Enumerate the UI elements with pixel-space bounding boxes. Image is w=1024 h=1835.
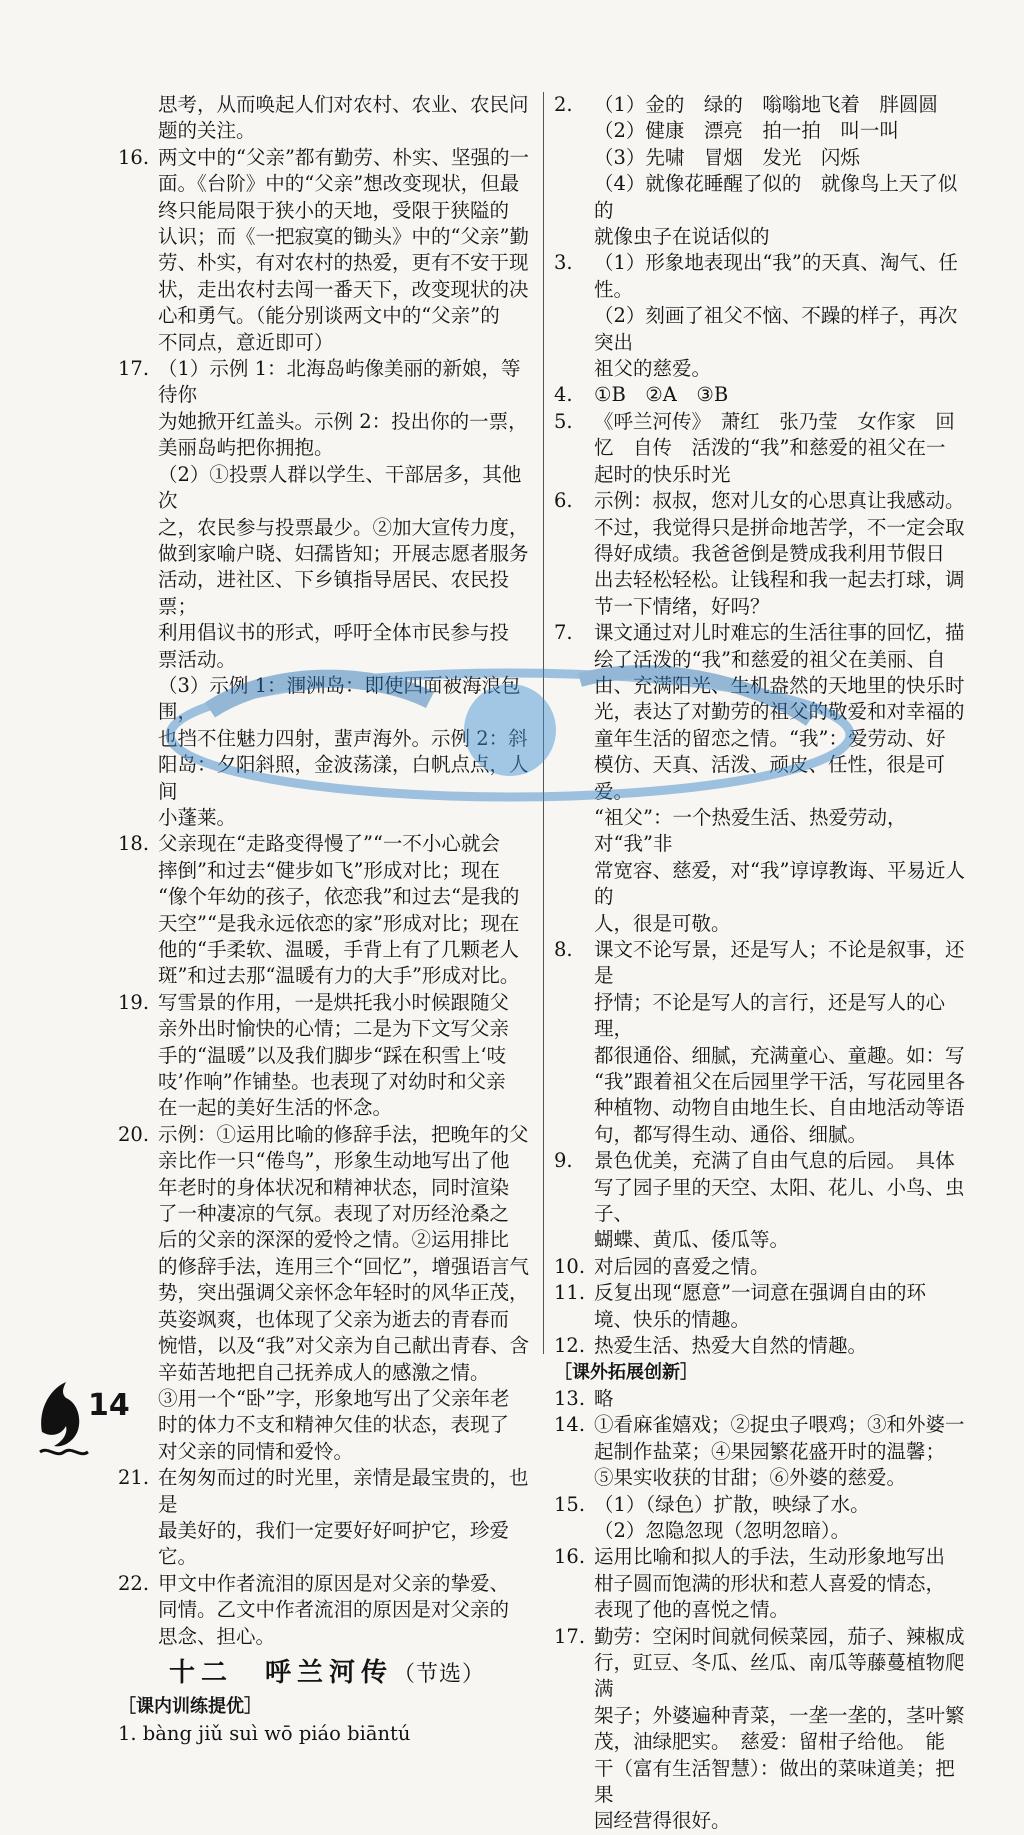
answer-item	[118, 1465, 536, 1571]
answer-text: （1）示例 1：北海岛屿像美丽的新娘，等待你 为她掀开红盖头。示例 2：投出你的一票， 美丽岛屿把你拥抱。 （2）①投票人群以学生、干部居多，其他次 之，农民参与投票最少。②加大宣传力度， 做到家喻户晓、妇孺皆知；开展志愿者服务 活动，进社区、下乡镇指导居民、农民投票； 利用倡议书的形式，呼吁全体市民参与投 票活动。 （3）示例 1：涠洲岛：即使四面被海浪包围， 也挡不住魅力四射，蜚声海外。示例 2：斜 阳岛：夕阳斜照，金波荡漾，白帆点点，人间 小蓬莱。	[158, 357, 529, 829]
answer-item	[118, 831, 536, 989]
bracket-heading-extension: ［课外拓展创新］	[554, 1361, 698, 1383]
answer-item	[554, 1386, 970, 1412]
answer-text: 示例：叔叔，您对儿女的心思真让我感动。 不过，我觉得只是拼命地苦学，不一定会取 得好成绩。我爸爸倒是赞成我利用节假日 出去轻松轻松。让钱程和我一起去打球，调 节一下情绪，好吗？	[594, 489, 965, 618]
answer-item	[554, 1280, 970, 1333]
answer-text: （1）形象地表现出“我”的天真、淘气、任性。 （2）刻画了祖父不恼、不躁的样子，再次突出 祖父的慈爱。	[594, 251, 958, 381]
answer-item	[118, 990, 536, 1122]
column-divider	[543, 92, 544, 1354]
answer-number: 17.	[554, 1624, 586, 1648]
answer-item	[554, 92, 970, 250]
answer-text: ①看麻雀嬉戏；②捉虫子喂鸡；③和外婆一 起制作盐菜；④果园繁花盛开时的温馨； ⑤果实收获的甘甜；⑥外婆的慈爱。	[594, 1413, 965, 1490]
right-column	[554, 92, 970, 1835]
answer-item	[554, 382, 970, 408]
continued-answer: 思考，从而唤起人们对农村、农业、农民问 题的关注。	[158, 93, 529, 143]
answer-text: 父亲现在“走路变得慢了”“一不小心就会 摔倒”和过去“健步如飞”形成对比；现在 “像个年幼的孩子，依恋我”和过去“是我的 天空”“是我永远依恋的家”形成对比；现在 他的“手柔软、温暖，手背上有了几颗老人 斑”和过去那“温暖有力的大手”形成对比。	[158, 832, 520, 988]
answer-number: 20.	[118, 1122, 150, 1146]
answer-number: 8.	[554, 938, 573, 961]
answer-number: 2.	[554, 93, 573, 116]
answer-item	[554, 1412, 970, 1491]
page-number: 14	[88, 1388, 130, 1423]
answer-number: 13.	[554, 1386, 586, 1410]
answer-text: 在匆匆而过的时光里，亲情是最宝贵的，也是 最美好的，我们一定要好好呵护它，珍爱它。	[158, 1466, 529, 1569]
answer-text: （1）金的 绿的 嗡嗡地飞着 胖圆圆 （2）健康 漂亮 拍一拍 叫一叫 （3）先啸 冒烟 发光 闪烁 （4）就像花睡醒了似的 就像鸟上天了似的 就像虫子在说话似的	[594, 93, 958, 249]
answer-text: 课文通过对儿时难忘的生活往事的回忆，描 绘了活泼的“我”和慈爱的祖父在美丽、自 由、充满阳光、生机盎然的天地里的快乐时 光，表达了对勤劳的祖父的敬爱和对幸福的 童年生活的留恋之情。“我”：爱劳动、好 模仿、天真、活泼、顽皮、任性，很是可爱。 “祖父”：一个热爱生活、热爱劳动，对“我”非 常宽容、慈爱，对“我”谆谆教诲、平易近人的 人，很是可敬。	[594, 621, 965, 935]
answer-item	[118, 145, 536, 356]
answer-text: ①B ②A ③B	[594, 383, 729, 407]
answer-number: 22.	[118, 1571, 150, 1595]
answer-text: 略	[594, 1386, 614, 1410]
answer-number: 11.	[554, 1281, 586, 1305]
answer-item	[554, 937, 970, 1148]
answer-number: 10.	[554, 1254, 586, 1278]
answer-number: 6.	[554, 489, 573, 513]
section-title	[118, 1657, 536, 1688]
answer-item	[554, 1333, 970, 1359]
answer-text: 两文中的“父亲”都有勤劳、朴实、坚强的一 面。《台阶》中的“父亲”想改变现状，但最 终只能局限于狭小的天地，受限于狭隘的 认识；而《一把寂寞的锄头》中的“父亲”勤 劳、朴实，有对农村的热爱，更有不安于现 状，走出农村去闯一番天下，改变现状的决 心和勇气。（能分别谈两文中的“父亲”的 不同点，意近即可）	[158, 145, 529, 354]
answer-number: 5.	[554, 409, 573, 433]
answer-number: 17.	[118, 357, 150, 381]
dolphin-icon	[32, 1372, 92, 1462]
pinyin-answer: 1. bàng jiǔ suì wō piáo biāntú	[118, 1721, 411, 1745]
answer-text: 反复出现“愿意”一词意在强调自由的环 境、快乐的情趣。	[594, 1281, 926, 1331]
answer-number: 12.	[554, 1334, 586, 1358]
answer-list-right-a	[554, 92, 970, 1360]
answer-text: 勤劳：空闲时间就伺候菜园，茄子、辣椒成 行，豇豆、冬瓜、丝瓜、南瓜等藤蔓植物爬满 架子；外婆遍种青菜，一垄一垄的，茎叶繁 茂，油绿肥实。 慈爱：留柑子给他。 能 干（富有生活智慧）：做出的菜味道美；把果 园经营得很好。	[594, 1624, 965, 1833]
answer-item	[118, 1571, 536, 1650]
answer-item	[554, 409, 970, 488]
answer-number: 9.	[554, 1149, 573, 1173]
answer-item	[554, 1624, 970, 1835]
answer-item	[118, 356, 536, 831]
answer-number: 19.	[118, 990, 150, 1014]
section-title-subtitle: （节选）	[393, 1661, 486, 1687]
answer-number: 3.	[554, 251, 573, 275]
answer-text: 课文不论写景，还是写人；不论是叙事，还是 抒情；不论是写人的言行，还是写人的心理， 都很通俗、细腻，充满童心、童趣。如：写 “我”跟着祖父在后园里学干活，写花园里各 种植物、动物自由地生长、自由地活动等语 句，都写得生动、通俗、细腻。	[594, 938, 965, 1146]
answer-number: 18.	[118, 832, 150, 856]
left-column	[118, 92, 536, 1747]
answer-text: （1）（绿色）扩散，映绿了水。 （2）忽隐忽现（忽明忽暗）。	[594, 1492, 870, 1542]
bracket-heading-in-class: ［课内训练提优］	[118, 1696, 262, 1718]
answer-item	[554, 620, 970, 937]
answer-text: 写雪景的作用，一是烘托我小时候跟随父 亲外出时愉快的心情；二是为下文写父亲 手的“温暖”以及我们脚步“踩在积雪上‘吱 吱’作响”作铺垫。也表现了对幼时和父亲 在一起的美好生活的怀念。	[158, 990, 510, 1120]
answer-text: 运用比喻和拟人的手法，生动形象地写出 柑子圆而饱满的形状和惹人喜爱的情态， 表现了他的喜悦之情。	[594, 1545, 946, 1622]
answer-item	[554, 1492, 970, 1545]
answer-item	[554, 1544, 970, 1623]
answer-number: 21.	[118, 1466, 150, 1490]
answer-number: 4.	[554, 383, 573, 407]
answer-number: 16.	[118, 145, 150, 169]
answer-text: 景色优美，充满了自由气息的后园。 具体 写了园子里的天空、太阳、花儿、小鸟、虫子、 蝴蝶、黄瓜、倭瓜等。	[594, 1149, 965, 1252]
answer-number: 15.	[554, 1492, 586, 1516]
answer-text: 对后园的喜爱之情。	[594, 1254, 770, 1278]
answer-list-left	[118, 145, 536, 1650]
answer-text: 热爱生活、热爱大自然的情趣。	[594, 1334, 868, 1358]
answer-number: 7.	[554, 621, 573, 645]
answer-list-right-b	[554, 1386, 970, 1835]
answer-number: 16.	[554, 1545, 586, 1569]
answer-item	[554, 488, 970, 620]
answer-text: 示例：①运用比喻的修辞手法，把晚年的父 亲比作一只“倦鸟”，形象生动地写出了他 年老时的身体状况和精神状态，同时渲染 了一种凄凉的气氛。表现了对历经沧桑之 后的父亲的深深的爱怜之情。②运用排比 的修辞手法，连用三个“回忆”，增强语言气 势，突出强调父亲怀念年轻时的风华正茂， 英姿飒爽，也体现了父亲为逝去的青春而 惋惜，以及“我”对父亲为自己献出青春、含 辛茹苦地把自己抚养成人的感激之情。 ③用一个“卧”字，形象地写出了父亲年老 时的体力不支和精神欠佳的状态，表现了 对父亲的同情和爱怜。	[158, 1122, 529, 1463]
section-title-main: 十二 呼兰河传	[168, 1657, 393, 1688]
answer-text: 《呼兰河传》 萧红 张乃莹 女作家 回 忆 自传 活泼的“我”和慈爱的祖父在一 起时的快乐时光	[594, 409, 955, 486]
answer-number: 14.	[554, 1413, 586, 1437]
answer-text: 甲文中作者流泪的原因是对父亲的挚爱、 同情。乙文中作者流泪的原因是对父亲的 思念、担心。	[158, 1571, 510, 1648]
answer-item	[554, 1254, 970, 1280]
answer-item	[554, 1148, 970, 1254]
answer-item	[118, 1122, 536, 1465]
answer-item	[554, 250, 970, 382]
